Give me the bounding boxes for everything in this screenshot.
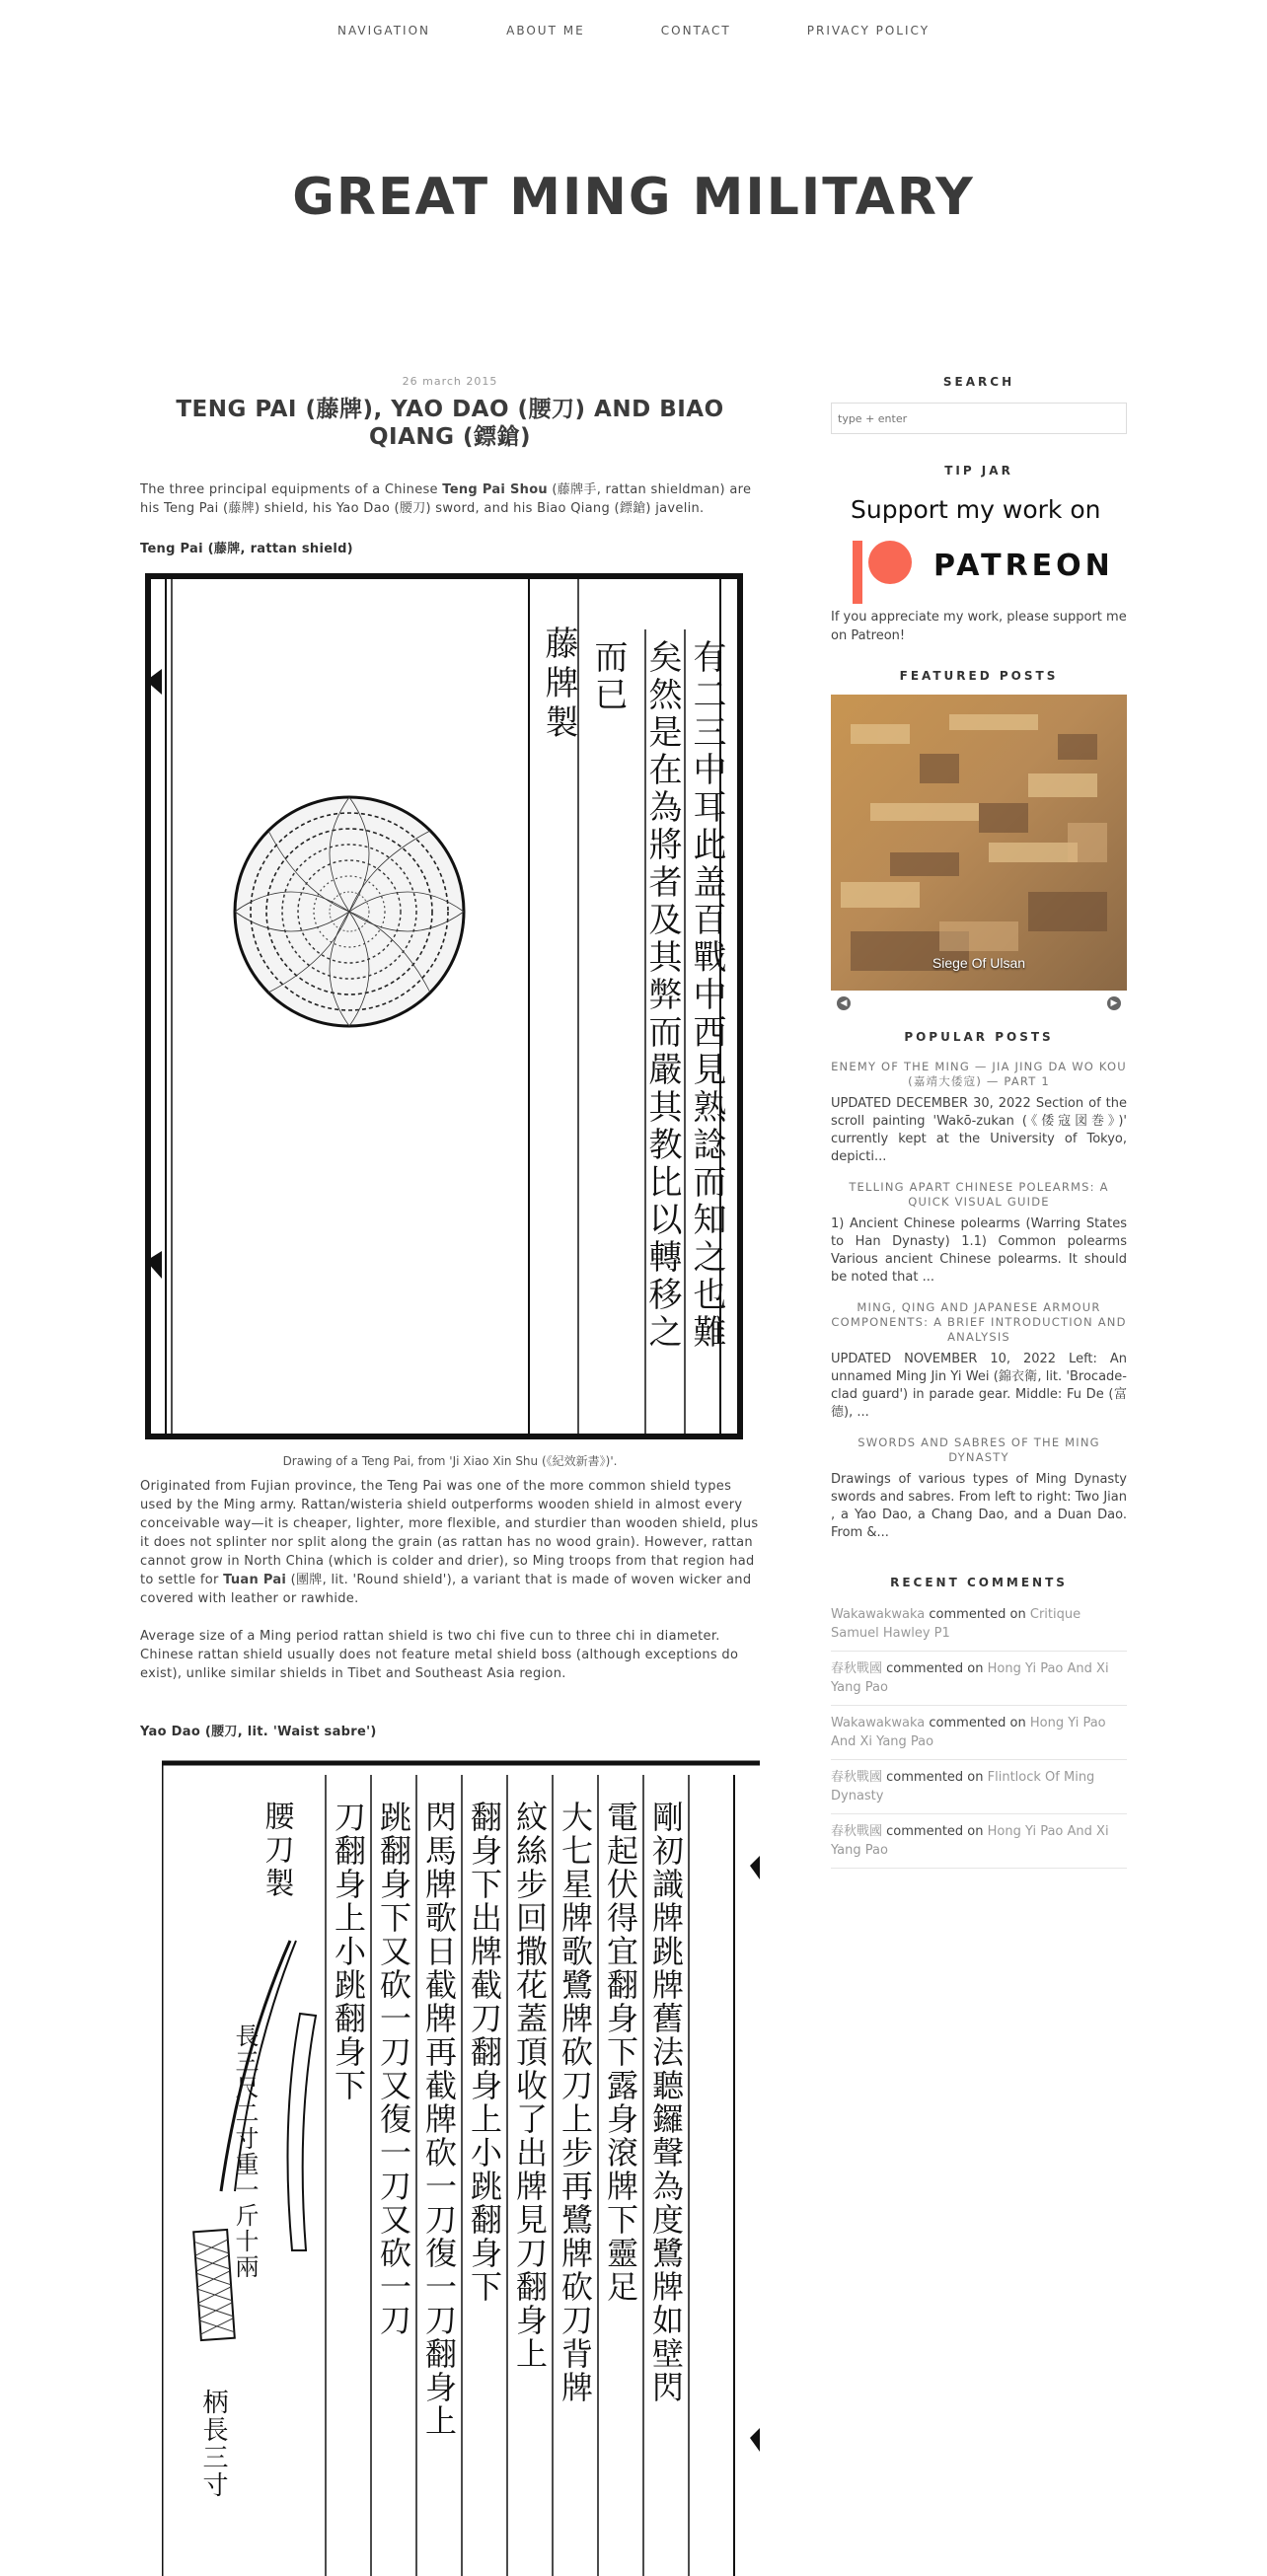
section-heading-teng-pai: Teng Pai (藤牌, rattan shield) [140, 542, 353, 556]
figure2-column: 刀翻身上小跳翻身下 [330, 1801, 367, 2102]
figure2-column: 大七星牌歌鷺牌砍刀上步再鷺牌砍刀背牌 [557, 1801, 594, 2404]
comment-verb: commented on [929, 1607, 1026, 1622]
yao-dao-drawing [162, 1757, 760, 2576]
comment-author[interactable]: Wakawakwaka [831, 1716, 926, 1730]
patreon-banner-text: Support my work on [851, 495, 1101, 524]
figure2-column: 翻身下出牌截刀翻身上小跳翻身下 [466, 1801, 503, 2304]
post-article [140, 375, 760, 2576]
post-intro: The three principal equipments of a Chinese Teng Pai Shou (藤牌手, rattan shieldman) are his Teng Pai (藤牌) shield, his Yao Dao (腰刀) sword, and his Biao Qiang (鏢鎗) javelin. [140, 482, 752, 516]
patreon-logo-icon [868, 541, 912, 584]
comment-verb: commented on [886, 1661, 984, 1676]
site-title[interactable]: GREAT MING MILITARY [292, 168, 975, 227]
comment-author[interactable]: 春秋戰國 [831, 1770, 883, 1785]
figure1-caption: Drawing of a Teng Pai, from 'Ji Xiao Xin Shu (《紀效新書》)'. [282, 1454, 618, 1468]
comment-verb: commented on [886, 1824, 984, 1839]
post-date: 26 march 2015 [402, 375, 498, 388]
sidebar [831, 375, 1127, 1869]
popular-post-snippet: UPDATED NOVEMBER 10, 2022 Left: An unnamed Ming Jin Yi Wei (錦衣衛, lit. 'Brocade-clad guard') in parade gear. Middle: Fu De (富德), ... [831, 1352, 1127, 1420]
comment-post-link[interactable]: Flintlock Of Ming Dynasty [831, 1770, 1095, 1803]
popular-post-snippet: 1) Ancient Chinese polearms (Warring States to Han Dynasty) 1.1) Common polearms Various ancient Chinese polearms. It should be noted that ... [831, 1216, 1127, 1285]
comment-post-link[interactable]: Critique Samuel Hawley P1 [831, 1607, 1081, 1641]
comment-item [831, 1659, 1127, 1706]
recent-comments-list [831, 1605, 1127, 1869]
post-paragraph-2: Average size of a Ming period rattan shield is two chi five cun to three chi in diameter. Chinese rattan shield usually does not feature metal shield boss (although exceptions do exist), unlike similar shields in Tibet and Southeast Asia region. [140, 1629, 739, 1681]
featured-painting [831, 695, 1127, 991]
figure2-note: 長三尺二寸重一斤十兩 [231, 2024, 259, 2280]
figure2-column: 閃馬牌歌日截牌再截牌砍一刀復一刀翻身上 [420, 1801, 458, 2438]
post-paragraph-1: Originated from Fujian province, the Teng Pai was one of the more common shield types used by the Ming army. Rattan/wisteria shield outperforms wooden shield in almost every conceivable way—it is cheaper, lighter, more flexible, and sturdier than wooden shield, plus it does not splinter nor split along the grain (as rattan has no wood grain). However, rattan cannot grow in North China (which is colder and drier), so Ming troops from that region had to settle for Tuan Pai (團牌, lit. 'Round shield'), a variant that is made of woven wicker and covered with leather or rawhide. [140, 1479, 759, 1606]
teng-pai-drawing-svg [144, 570, 748, 1442]
nav-link-contact[interactable]: CONTACT [660, 24, 731, 37]
comment-item [831, 1768, 1127, 1814]
comment-verb: commented on [886, 1770, 984, 1785]
comment-post-link[interactable]: Hong Yi Pao And Xi Yang Pao [831, 1824, 1109, 1858]
comment-post-link[interactable]: Hong Yi Pao And Xi Yang Pao [831, 1661, 1109, 1695]
featured-slider-controls [831, 994, 1127, 1012]
figure2-side-label: 腰刀製 [259, 1801, 294, 1901]
featured-widget-title: FEATURED POSTS [899, 669, 1059, 683]
yao-dao-drawing-svg [162, 1757, 760, 2576]
featured-post-image[interactable] [831, 695, 1127, 991]
tipjar-text: If you appreciate my work, please support me on Patreon! [831, 610, 1127, 643]
search-widget-title: SEARCH [942, 375, 1015, 389]
nav-link-navigation[interactable]: NAVIGATION [336, 24, 431, 37]
patreon-brand: PATREON [933, 549, 1114, 583]
figure2-column: 跳翻身下又砍一刀又復一刀又砍一刀 [375, 1801, 412, 2337]
nav-link-privacy-policy[interactable]: PRIVACY POLICY [806, 24, 931, 37]
popular-post-title[interactable]: ENEMY OF THE MING — JIA JING DA WO KOU (嘉靖大倭寇) — PART 1 [831, 1060, 1127, 1088]
search-input[interactable] [831, 403, 1127, 434]
popular-post-snippet: Drawings of various types of Ming Dynasty swords and sabres. From left to right: Two Jian , a Yao Dao, a Chang Dao, and a Duan Dao. From &... [831, 1472, 1127, 1540]
comment-verb: commented on [929, 1716, 1026, 1730]
patreon-banner[interactable] [831, 489, 1127, 608]
teng-pai-drawing [144, 570, 748, 1442]
section-heading-yao-dao: Yao Dao (腰刀, lit. 'Waist sabre') [140, 1725, 377, 1739]
comments-widget-title: RECENT COMMENTS [890, 1576, 1068, 1589]
comment-item [831, 1822, 1127, 1869]
figure2-handle-label: 柄長三寸 [198, 2389, 228, 2499]
figure2-column: 剛初識牌跳牌舊法聽鑼聲為度鷺牌如壁閃 [647, 1801, 685, 2404]
figure1-column: 而已 [588, 639, 628, 714]
popular-post-snippet: UPDATED DECEMBER 30, 2022 Section of the scroll painting 'Wakō-zukan (《倭寇図巻》)' currently kept at the University of Tokyo, depicti... [831, 1096, 1127, 1164]
figure2-column: 電起伏得宜翻身下露身滾牌下靈足 [602, 1801, 639, 2304]
figure2-column: 紋絲步回撒花蓋頂收了出牌見刀翻身上 [511, 1801, 549, 2371]
figure1-column: 矣然是在為將者及其弊而嚴其教比以轉移之 [642, 639, 682, 1352]
comment-item [831, 1714, 1127, 1760]
comment-author[interactable]: 春秋戰國 [831, 1661, 883, 1676]
comment-author[interactable]: 春秋戰國 [831, 1824, 883, 1839]
patreon-logo-bar [853, 541, 862, 604]
para1-bold: Tuan Pai [223, 1573, 287, 1587]
popular-post-title[interactable]: TELLING APART CHINESE POLEARMS: A QUICK VISUAL GUIDE [849, 1180, 1109, 1209]
comment-author[interactable]: Wakawakwaka [831, 1607, 926, 1622]
comment-item [831, 1605, 1127, 1652]
top-navigation [0, 20, 1267, 38]
tipjar-widget-title: TIP JAR [944, 464, 1013, 478]
popular-post-item [831, 1435, 1127, 1542]
popular-posts-list [831, 1060, 1127, 1542]
popular-post-title[interactable]: SWORDS AND SABRES OF THE MING DYNASTY [857, 1435, 1100, 1464]
figure1-side-label: 藤牌製 [539, 626, 578, 744]
comment-post-link[interactable]: Hong Yi Pao And Xi Yang Pao [831, 1716, 1106, 1749]
popular-post-item [831, 1300, 1127, 1422]
slider-prev-icon[interactable]: ◀ [837, 996, 851, 1010]
post-title: TENG PAI (藤牌), YAO DAO (腰刀) AND BIAO QIANG (鏢鎗) [176, 397, 724, 450]
featured-post-caption[interactable]: Siege Of Ulsan [932, 955, 1026, 971]
popular-widget-title: POPULAR POSTS [904, 1030, 1054, 1044]
popular-post-item [831, 1060, 1127, 1166]
popular-post-item [831, 1180, 1127, 1287]
nav-link-about-me[interactable]: ABOUT ME [506, 24, 585, 37]
popular-post-title[interactable]: MING, QING AND JAPANESE ARMOUR COMPONENTS: A BRIEF INTRODUCTION AND ANALYSIS [831, 1300, 1127, 1344]
figure1-column: 有二三中耳此盖百戰中西見熟諗而知之也難 [687, 639, 726, 1352]
intro-bold: Teng Pai Shou [442, 482, 548, 497]
slider-next-icon[interactable]: ▶ [1107, 996, 1121, 1010]
